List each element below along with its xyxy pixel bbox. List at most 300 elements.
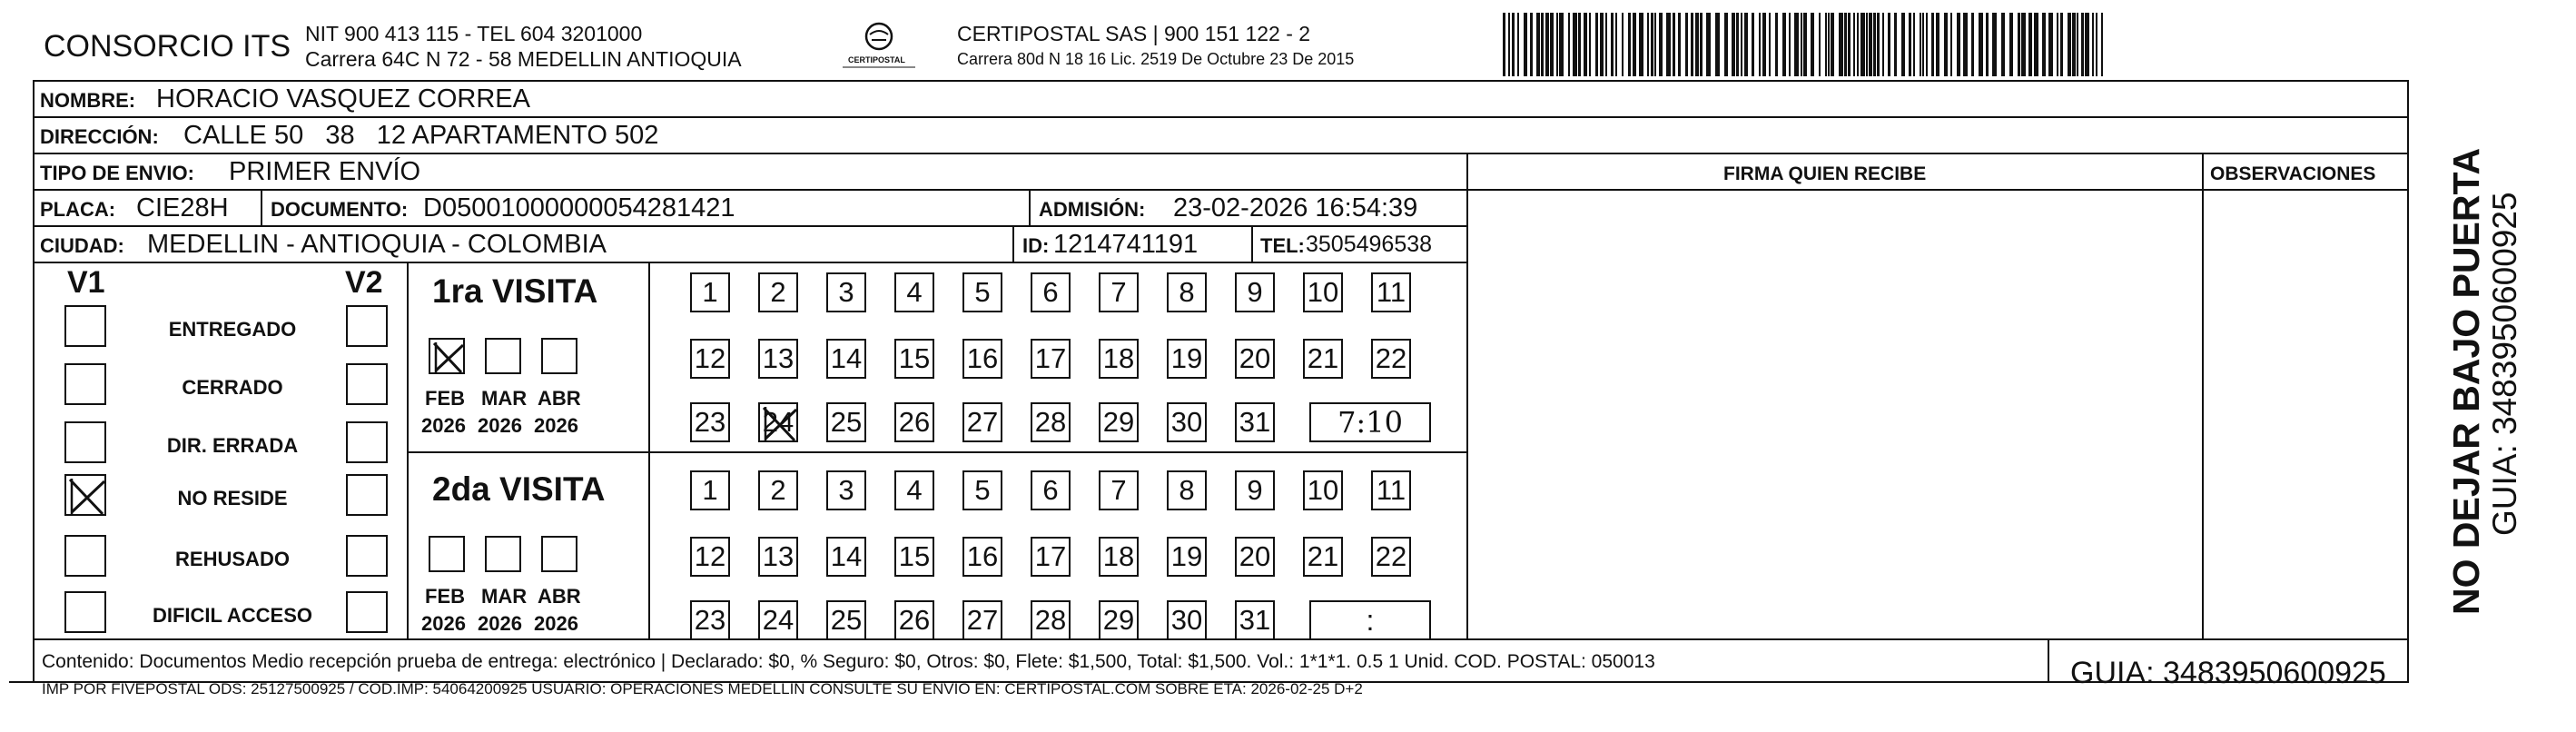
day-number: 3 <box>838 276 854 308</box>
day-number: 9 <box>1247 276 1263 308</box>
day-number: 21 <box>1307 342 1339 374</box>
day-number: 13 <box>762 540 795 572</box>
day-box[interactable] <box>1167 272 1207 312</box>
day-box[interactable] <box>1031 600 1071 640</box>
day-box[interactable] <box>826 600 866 640</box>
day-number: 12 <box>694 540 726 572</box>
day-box[interactable] <box>962 470 1002 510</box>
barcode-bar <box>1736 13 1739 76</box>
day-number: 5 <box>974 276 991 308</box>
day-box[interactable] <box>894 470 934 510</box>
status-label: DIFICIL ACCESO <box>152 604 312 627</box>
month-checkbox[interactable] <box>485 536 521 572</box>
tel-value: 3505496538 <box>1306 232 1433 257</box>
day-number: 26 <box>898 406 931 438</box>
ciudad-label: CIUDAD: <box>40 234 124 257</box>
barcode-bar <box>1801 13 1802 76</box>
day-number: 15 <box>898 540 931 572</box>
barcode-bar <box>1541 13 1544 76</box>
day-number: 30 <box>1170 604 1203 636</box>
admision-label: ADMISIÓN: <box>1039 198 1146 221</box>
day-box[interactable] <box>1099 470 1139 510</box>
day-number: 26 <box>898 604 931 636</box>
documento-value: D05001000000054281421 <box>423 193 735 223</box>
day-number: 10 <box>1307 474 1339 506</box>
side-notice: NO DEJAR BAJO PUERTA <box>2445 147 2487 615</box>
barcode-bar <box>1695 13 1699 76</box>
time-box[interactable] <box>1309 600 1431 640</box>
barcode-bar <box>1762 13 1766 76</box>
barcode-bar <box>2068 13 2071 76</box>
day-number: 24 <box>762 406 795 438</box>
barcode-bar <box>1909 13 1911 76</box>
day-box[interactable] <box>1371 339 1411 379</box>
admision-value: 23-02-2026 16:54:39 <box>1173 193 1418 223</box>
day-box[interactable] <box>1099 537 1139 577</box>
barcode-bar <box>1857 13 1859 76</box>
carrier-name: CERTIPOSTAL SAS | 900 151 122 - 2 <box>957 22 1311 45</box>
placa-value: CIE28H <box>136 193 229 223</box>
barcode-bar <box>1853 13 1855 76</box>
day-box[interactable] <box>894 339 934 379</box>
status-v1-checkbox[interactable] <box>64 474 106 516</box>
barcode-bar <box>1759 13 1761 76</box>
barcode-bar <box>1678 13 1681 76</box>
day-box[interactable] <box>894 402 934 442</box>
barcode-bar <box>1860 13 1865 76</box>
firma-label: FIRMA QUIEN RECIBE <box>1723 163 1927 184</box>
status-v2-checkbox[interactable] <box>346 474 388 516</box>
day-box[interactable] <box>1099 600 1139 640</box>
day-number: 4 <box>906 276 923 308</box>
day-box[interactable] <box>1099 402 1139 442</box>
day-box[interactable] <box>826 339 866 379</box>
contenido-text: Contenido: Documentos Medio recepción prueba de entrega: electrónico | Declarado: $0, % Seguro: $0, Otros: $0, Flete: $1,500, Total: $1,500. Vol.: 1*1*1. 0.5 1 Unid. COD. POSTAL: 050013 <box>42 651 1655 672</box>
nombre-value: HORACIO VASQUEZ CORREA <box>156 84 530 114</box>
barcode-bar <box>1559 13 1564 76</box>
day-number: 17 <box>1034 342 1067 374</box>
barcode-bar <box>2092 13 2094 76</box>
year-label: 2026 <box>534 414 578 437</box>
day-number: 18 <box>1102 342 1135 374</box>
tipo-envio-value: PRIMER ENVÍO <box>229 157 421 186</box>
day-number: 3 <box>838 474 854 506</box>
day-box[interactable] <box>1031 272 1071 312</box>
day-box[interactable] <box>1031 537 1071 577</box>
barcode-bar <box>1866 13 1868 76</box>
day-box[interactable] <box>1371 537 1411 577</box>
barcode-bar <box>1803 13 1807 76</box>
barcode-bar <box>1573 13 1577 76</box>
day-number: 6 <box>1042 474 1059 506</box>
barcode-bar <box>1944 13 1948 76</box>
visit-title: 1ra VISITA <box>432 272 598 310</box>
status-v1-checkbox[interactable] <box>64 591 106 633</box>
day-box[interactable] <box>1167 339 1207 379</box>
ciudad-value: MEDELLIN - ANTIOQUIA - COLOMBIA <box>147 230 607 259</box>
month-checkbox[interactable] <box>485 338 521 374</box>
barcode-bar <box>1920 13 1921 76</box>
barcode-bar <box>2048 13 2053 76</box>
barcode-bar <box>1894 13 1897 76</box>
day-box[interactable] <box>1031 339 1071 379</box>
barcode-bar <box>2028 13 2032 76</box>
day-box[interactable] <box>1371 470 1411 510</box>
day-number: 8 <box>1179 276 1195 308</box>
day-box[interactable] <box>1235 470 1275 510</box>
month-label: ABR <box>538 585 581 608</box>
day-box[interactable] <box>1371 272 1411 312</box>
id-value: 1214741191 <box>1053 230 1199 259</box>
barcode-bar <box>1673 13 1675 76</box>
day-box[interactable] <box>962 339 1002 379</box>
day-box[interactable] <box>1235 537 1275 577</box>
day-box[interactable] <box>690 600 730 640</box>
id-label: ID: <box>1022 234 1050 257</box>
day-box[interactable] <box>1031 402 1071 442</box>
barcode-bar <box>1950 13 1952 76</box>
barcode-bar <box>1913 13 1915 76</box>
day-box[interactable] <box>690 537 730 577</box>
status-v2-checkbox[interactable] <box>346 363 388 405</box>
status-v2-checkbox[interactable] <box>346 305 388 347</box>
day-box[interactable] <box>690 272 730 312</box>
day-number: 27 <box>966 604 999 636</box>
documento-label: DOCUMENTO: <box>271 198 409 221</box>
barcode-bar <box>1888 13 1890 76</box>
barcode-bar <box>1508 13 1510 76</box>
barcode-bar <box>2077 13 2078 76</box>
barcode-bar <box>1556 13 1558 76</box>
status-v1-checkbox[interactable] <box>64 535 106 577</box>
year-label: 2026 <box>421 612 466 635</box>
barcode-bar <box>1691 13 1693 76</box>
day-box[interactable] <box>758 272 798 312</box>
barcode-bar <box>1685 13 1688 76</box>
time-box[interactable] <box>1309 402 1431 442</box>
day-box[interactable] <box>1303 537 1343 577</box>
status-label: DIR. ERRADA <box>166 434 299 457</box>
day-box[interactable] <box>1167 600 1207 640</box>
day-number: 1 <box>702 474 718 506</box>
day-number: 28 <box>1034 604 1067 636</box>
observaciones-area[interactable] <box>2204 191 2405 638</box>
day-number: 2 <box>770 474 786 506</box>
barcode-bar <box>1639 13 1643 76</box>
barcode-bar <box>1931 13 1934 76</box>
month-checkbox[interactable] <box>541 338 577 374</box>
day-number: 29 <box>1102 406 1135 438</box>
day-box[interactable] <box>1303 470 1343 510</box>
carrier-address: Carrera 80d N 18 16 Lic. 2519 De Octubre 23 De 2015 <box>957 50 1355 68</box>
barcode-bar <box>1986 13 1989 76</box>
barcode-bar <box>1901 13 1905 76</box>
barcode-bar <box>1825 13 1827 76</box>
time-value: : <box>1366 603 1375 637</box>
day-number: 23 <box>694 406 726 438</box>
barcode-bar <box>1775 13 1778 76</box>
barcode-bar <box>1971 13 1974 76</box>
day-number: 27 <box>966 406 999 438</box>
barcode-bar <box>1732 13 1735 76</box>
barcode-bar <box>1869 13 1872 76</box>
signature-area[interactable] <box>1468 191 2200 638</box>
month-label: FEB <box>425 585 465 608</box>
day-number: 9 <box>1247 474 1263 506</box>
barcode-bar <box>1744 13 1748 76</box>
tipo-envio-label: TIPO DE ENVIO: <box>40 162 194 184</box>
day-number: 28 <box>1034 406 1067 438</box>
day-number: 7 <box>1110 474 1127 506</box>
barcode-bar <box>1517 13 1519 76</box>
barcode-bar <box>1828 13 1830 76</box>
barcode-bar <box>2057 13 2058 76</box>
day-number: 31 <box>1239 604 1271 636</box>
nombre-label: NOMBRE: <box>40 89 136 112</box>
day-number: 25 <box>830 604 863 636</box>
placa-label: PLACA: <box>40 198 116 221</box>
day-box[interactable] <box>1235 600 1275 640</box>
day-box[interactable] <box>962 272 1002 312</box>
day-box[interactable] <box>826 272 866 312</box>
day-box[interactable] <box>758 537 798 577</box>
barcode-bar <box>1512 13 1515 76</box>
logo-text: CERTIPOSTAL <box>848 55 905 64</box>
barcode-bar <box>1877 13 1880 76</box>
month-label: MAR <box>481 585 528 608</box>
barcode-bar <box>1831 13 1834 76</box>
day-box[interactable] <box>826 470 866 510</box>
status-label: CERRADO <box>182 376 283 399</box>
barcode-bar <box>1741 13 1742 76</box>
month-checkbox[interactable] <box>541 536 577 572</box>
day-number: 22 <box>1375 342 1407 374</box>
day-number: 11 <box>1376 276 1406 308</box>
day-box[interactable] <box>1167 402 1207 442</box>
observaciones-label: OBSERVACIONES <box>2210 163 2376 184</box>
day-number: 16 <box>966 540 999 572</box>
day-number: 19 <box>1170 342 1203 374</box>
barcode-bar <box>1647 13 1649 76</box>
barcode-bar <box>2072 13 2076 76</box>
day-box[interactable] <box>758 402 798 442</box>
day-number: 8 <box>1179 474 1195 506</box>
barcode-bar <box>1922 13 1924 76</box>
day-number: 6 <box>1042 276 1059 308</box>
status-label: ENTREGADO <box>168 318 297 341</box>
day-box[interactable] <box>894 537 934 577</box>
status-label: REHUSADO <box>175 548 290 570</box>
company-address: Carrera 64C N 72 - 58 MEDELLIN ANTIOQUIA <box>305 47 742 71</box>
x-mark-icon <box>430 340 467 376</box>
barcode-bar <box>1882 13 1884 76</box>
day-number: 18 <box>1102 540 1135 572</box>
year-label: 2026 <box>534 612 578 635</box>
direccion-label: DIRECCIÓN: <box>40 125 159 148</box>
barcode <box>1503 13 2111 76</box>
barcode-bar <box>1550 13 1554 76</box>
day-box[interactable] <box>1099 272 1139 312</box>
tel-label: TEL: <box>1260 234 1305 257</box>
barcode-bar <box>2042 13 2046 76</box>
day-number: 11 <box>1376 474 1406 506</box>
day-box[interactable] <box>826 537 866 577</box>
barcode-bar <box>1568 13 1570 76</box>
day-number: 12 <box>694 342 726 374</box>
barcode-bar <box>1715 13 1720 76</box>
month-label: MAR <box>481 387 528 410</box>
barcode-bar <box>1589 13 1591 76</box>
day-box[interactable] <box>1167 537 1207 577</box>
barcode-bar <box>2001 13 2005 76</box>
barcode-bar <box>1926 13 1928 76</box>
month-label: FEB <box>425 387 465 410</box>
day-number: 5 <box>974 474 991 506</box>
day-number: 10 <box>1307 276 1339 308</box>
day-number: 24 <box>762 604 795 636</box>
year-label: 2026 <box>478 414 522 437</box>
day-box[interactable] <box>1303 272 1343 312</box>
day-box[interactable] <box>690 470 730 510</box>
day-box[interactable] <box>1235 402 1275 442</box>
status-v1-checkbox[interactable] <box>64 421 106 463</box>
barcode-bar <box>1654 13 1656 76</box>
barcode-bar <box>1666 13 1671 76</box>
year-label: 2026 <box>478 612 522 635</box>
barcode-bar <box>2096 13 2097 76</box>
barcode-bar <box>1839 13 1843 76</box>
day-number: 23 <box>694 604 726 636</box>
day-number: 4 <box>906 474 923 506</box>
day-box[interactable] <box>758 470 798 510</box>
day-number: 20 <box>1239 342 1271 374</box>
barcode-bar <box>1545 13 1549 76</box>
barcode-bar <box>1622 13 1624 76</box>
day-number: 30 <box>1170 406 1203 438</box>
day-number: 7 <box>1110 276 1127 308</box>
direccion-value: CALLE 50 38 12 APARTAMENTO 502 <box>183 121 659 150</box>
day-box[interactable] <box>758 339 798 379</box>
company-nit: NIT 900 413 115 - TEL 604 3201000 <box>305 22 643 45</box>
day-number: 19 <box>1170 540 1203 572</box>
barcode-bar <box>2034 13 2038 76</box>
day-number: 17 <box>1034 540 1067 572</box>
day-box[interactable] <box>826 402 866 442</box>
x-mark-icon <box>66 476 108 518</box>
barcode-bar <box>1524 13 1527 76</box>
barcode-bar <box>1979 13 1983 76</box>
day-number: 14 <box>830 342 863 374</box>
day-box[interactable] <box>758 600 798 640</box>
time-value: 7:10 <box>1337 405 1403 440</box>
year-label: 2026 <box>421 414 466 437</box>
barcode-bar <box>1724 13 1728 76</box>
barcode-bar <box>1844 13 1847 76</box>
barcode-bar <box>2021 13 2026 76</box>
imp-text: IMP POR FIVEPOSTAL ODS: 25127500925 / COD.IMP: 54064200925 USUARIO: OPERACIONES MEDELLIN CONSULTE SU ENVIO EN: CERTIPOSTAL.COM SOBRE ETA: 2026-02-25 D+2 <box>42 680 1363 697</box>
day-box[interactable] <box>894 600 934 640</box>
barcode-bar <box>1936 13 1939 76</box>
barcode-bar <box>1957 13 1960 76</box>
day-number: 16 <box>966 342 999 374</box>
day-number: 22 <box>1375 540 1407 572</box>
barcode-bar <box>2085 13 2089 76</box>
day-number: 13 <box>762 342 795 374</box>
barcode-bar <box>1611 13 1614 76</box>
day-box[interactable] <box>894 272 934 312</box>
status-v2-checkbox[interactable] <box>346 421 388 463</box>
barcode-bar <box>1633 13 1636 76</box>
barcode-bar <box>1819 13 1821 76</box>
day-box[interactable] <box>690 402 730 442</box>
day-box[interactable] <box>1235 272 1275 312</box>
v2-label: V2 <box>345 265 383 300</box>
day-number: 29 <box>1102 604 1135 636</box>
barcode-bar <box>1794 13 1799 76</box>
x-mark-icon <box>760 404 800 444</box>
status-v1-checkbox[interactable] <box>64 305 106 347</box>
status-v2-checkbox[interactable] <box>346 591 388 633</box>
day-number: 15 <box>898 342 931 374</box>
barcode-bar <box>1605 13 1607 76</box>
day-box[interactable] <box>962 600 1002 640</box>
v1-label: V1 <box>67 265 105 300</box>
barcode-bar <box>1578 13 1581 76</box>
barcode-bar <box>2018 13 2020 76</box>
barcode-bar <box>1848 13 1851 76</box>
day-number: 21 <box>1307 540 1339 572</box>
barcode-bar <box>2081 13 2084 76</box>
barcode-bar <box>1584 13 1587 76</box>
status-v2-checkbox[interactable] <box>346 535 388 577</box>
barcode-bar <box>1659 13 1663 76</box>
day-number: 2 <box>770 276 786 308</box>
barcode-bar <box>2101 13 2103 76</box>
barcode-bar <box>1536 13 1540 76</box>
day-box[interactable] <box>690 339 730 379</box>
day-box[interactable] <box>1303 339 1343 379</box>
day-box[interactable] <box>962 537 1002 577</box>
barcode-bar <box>1992 13 1997 76</box>
certipostal-logo <box>835 20 923 74</box>
month-label: ABR <box>538 387 581 410</box>
day-number: 25 <box>830 406 863 438</box>
company-name: CONSORCIO ITS <box>44 29 291 64</box>
barcode-bar <box>1706 13 1711 76</box>
status-label: NO RESIDE <box>177 487 288 509</box>
barcode-bar <box>1782 13 1786 76</box>
barcode-bar <box>1651 13 1653 76</box>
status-v1-checkbox[interactable] <box>64 363 106 405</box>
barcode-bar <box>1600 13 1604 76</box>
barcode-bar <box>1615 13 1617 76</box>
barcode-bar <box>1628 13 1631 76</box>
day-number: 14 <box>830 540 863 572</box>
footer-guia: GUIA: 3483950600925 <box>2070 656 2386 690</box>
barcode-bar <box>1530 13 1533 76</box>
visit-title: 2da VISITA <box>432 470 606 508</box>
day-box[interactable] <box>962 402 1002 442</box>
barcode-bar <box>1963 13 1968 76</box>
day-box[interactable] <box>1099 339 1139 379</box>
day-box[interactable] <box>1167 470 1207 510</box>
month-checkbox[interactable] <box>429 338 465 374</box>
month-checkbox[interactable] <box>429 536 465 572</box>
side-guia: GUIA: 3483950600925 <box>2486 192 2523 536</box>
day-box[interactable] <box>1235 339 1275 379</box>
day-box[interactable] <box>1031 470 1071 510</box>
barcode-bar <box>1503 13 1505 76</box>
